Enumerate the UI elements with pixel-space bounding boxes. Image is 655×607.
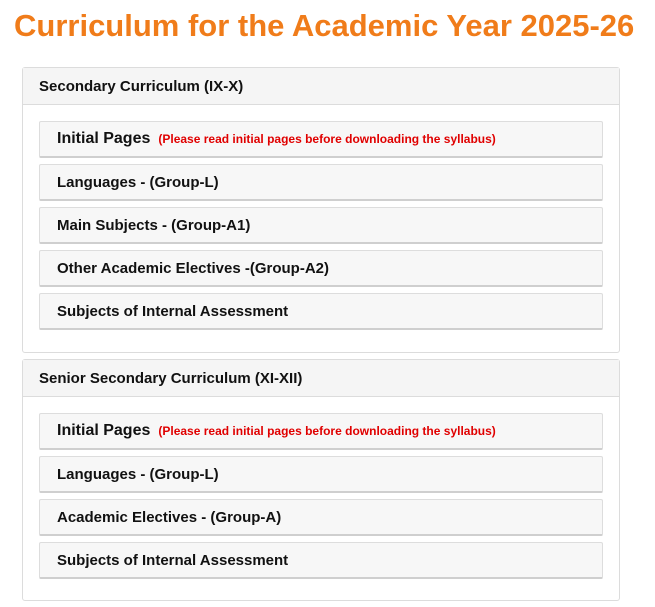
- section-body: [23, 397, 619, 579]
- item-label: Subjects of Internal Assessment: [57, 551, 289, 569]
- page-title: Curriculum for the Academic Year 2025-26: [14, 8, 635, 43]
- item-academic-electives[interactable]: [39, 499, 603, 536]
- item-label: Initial Pages: [57, 130, 151, 147]
- item-label: Subjects of Internal Assessment: [57, 302, 289, 320]
- item-note: (Please read initial pages before downloading the syllabus): [158, 132, 496, 146]
- item-main-subjects[interactable]: [39, 207, 603, 244]
- item-languages[interactable]: [39, 456, 603, 493]
- section-body: [23, 105, 619, 330]
- item-note: (Please read initial pages before downloading the syllabus): [158, 424, 496, 438]
- item-label: Academic Electives - (Group-A): [57, 508, 282, 526]
- item-initial-pages[interactable]: [39, 413, 603, 450]
- item-label: Main Subjects - (Group-A1): [57, 216, 251, 234]
- item-languages[interactable]: [39, 164, 603, 201]
- item-internal-assessment[interactable]: [39, 542, 603, 579]
- section-heading: Secondary Curriculum (IX-X): [23, 68, 619, 105]
- secondary-curriculum-panel: [22, 67, 620, 353]
- section-heading: Senior Secondary Curriculum (XI-XII): [23, 360, 619, 397]
- item-label: Languages - (Group-L): [57, 465, 219, 483]
- item-internal-assessment[interactable]: [39, 293, 603, 330]
- item-initial-pages[interactable]: [39, 121, 603, 158]
- item-other-academic-electives[interactable]: [39, 250, 603, 287]
- senior-secondary-curriculum-panel: [22, 359, 620, 601]
- item-label: Other Academic Electives -(Group-A2): [57, 259, 330, 277]
- item-label: Initial Pages: [57, 422, 151, 439]
- item-label: Languages - (Group-L): [57, 173, 219, 191]
